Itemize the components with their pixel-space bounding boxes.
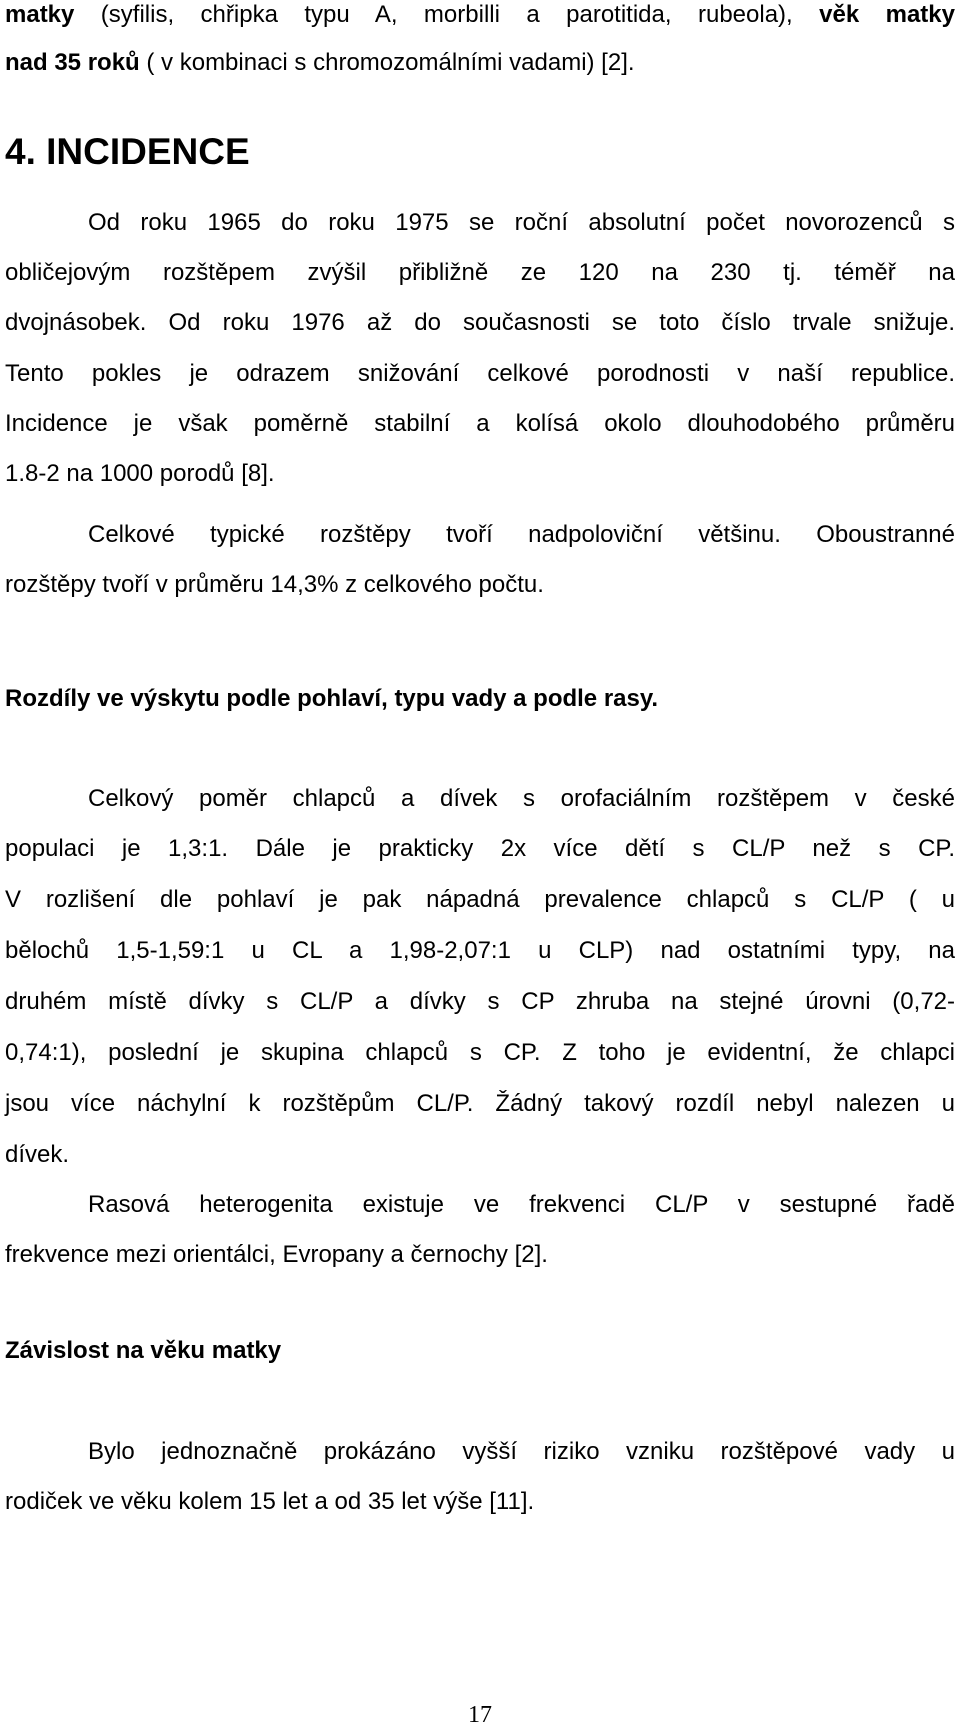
intro-line-2	[5, 48, 955, 78]
incidence-p2-line: rozštěpy tvoří v průměru 14,3% z celkového počtu.	[5, 571, 544, 598]
age-p1-line: rodiček ve věku kolem 15 let a od 35 let výše [11].	[5, 1488, 535, 1515]
differences-p1-line: dívek.	[5, 1141, 70, 1168]
differences-p2-line: Rasová heterogenita existuje ve frekvenci CL/P v sestupné řadě	[88, 1191, 955, 1218]
intro-text-2: ( v kombinaci s chromozomálními vadami) [2].	[139, 49, 635, 76]
differences-p2-line: frekvence mezi orientálci, Evropany a černochy [2].	[5, 1241, 548, 1268]
intro-bold-mother-age: věk matky	[819, 1, 955, 28]
intro-line-1	[5, 0, 955, 30]
incidence-p1-line: Incidence je však poměrně stabilní a kolísá okolo dlouhodobého průměru	[5, 410, 955, 437]
intro-bold-over-35: nad 35 roků	[5, 49, 140, 76]
incidence-p1-line: dvojnásobek. Od roku 1976 až do současnosti se toto číslo trvale snižuje.	[5, 309, 955, 336]
differences-p1-line: Celkový poměr chlapců a dívek s orofaciálním rozštěpem v české	[88, 785, 955, 812]
differences-p1-line: V rozlišení dle pohlaví je pak nápadná prevalence chlapců s CL/P ( u	[5, 886, 955, 913]
page-number: 17	[468, 1702, 492, 1728]
incidence-p1-line: Od roku 1965 do roku 1975 se roční absolutní počet novorozenců s	[88, 209, 955, 236]
intro-text-1: (syfilis, chřipka typu A, morbilli a parotitida, rubeola),	[74, 1, 820, 28]
differences-p1-line: 0,74:1), poslední je skupina chlapců s CP. Z toho je evidentní, že chlapci	[5, 1039, 955, 1066]
incidence-p1-line: obličejovým rozštěpem zvýšil přibližně ze 120 na 230 tj. téměř na	[5, 259, 955, 286]
section-heading-incidence: 4. INCIDENCE	[5, 131, 250, 172]
incidence-p1-line: Tento pokles je odrazem snižování celkové porodnosti v naší republice.	[5, 360, 955, 387]
intro-bold-mother: matky	[5, 1, 75, 28]
subheading-mother-age: Závislost na věku matky	[5, 1337, 282, 1364]
incidence-p2-line: Celkové typické rozštěpy tvoří nadpoloviční většinu. Oboustranné	[88, 521, 955, 548]
incidence-p1-line: 1.8-2 na 1000 porodů [8].	[5, 460, 275, 487]
differences-p1-line: populaci je 1,3:1. Dále je prakticky 2x více dětí s CL/P než s CP.	[5, 835, 955, 862]
differences-p1-line: druhém místě dívky s CL/P a dívky s CP zhruba na stejné úrovni (0,72-	[5, 988, 955, 1015]
differences-p1-line: bělochů 1,5-1,59:1 u CL a 1,98-2,07:1 u CLP) nad ostatními typy, na	[5, 937, 955, 964]
subheading-differences: Rozdíly ve výskytu podle pohlaví, typu vady a podle rasy.	[5, 685, 659, 712]
age-p1-line: Bylo jednoznačně prokázáno vyšší riziko vzniku rozštěpové vady u	[88, 1438, 955, 1465]
differences-p1-line: jsou více náchylní k rozštěpům CL/P. Žádný takový rozdíl nebyl nalezen u	[5, 1090, 955, 1117]
